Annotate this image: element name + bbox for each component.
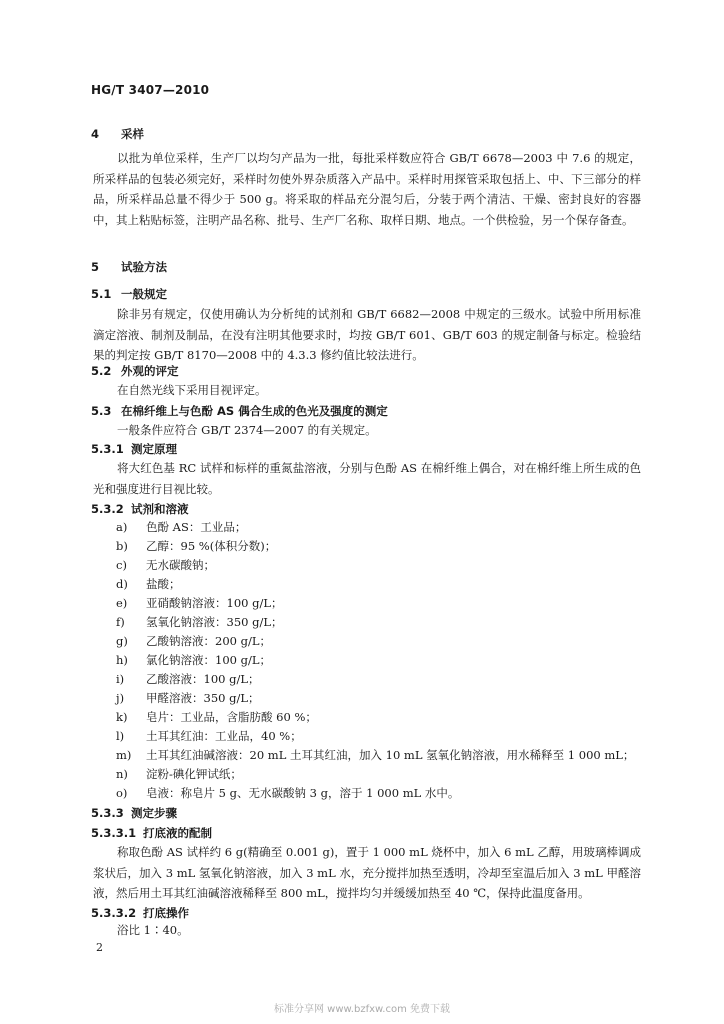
- reagent-item: [116, 709, 317, 725]
- section-number: 5: [91, 260, 100, 274]
- section-title: 测定原理: [131, 442, 177, 456]
- section-title: 测定步骤: [131, 806, 177, 820]
- section-5-2-heading: [91, 363, 179, 379]
- item-label: h): [116, 653, 128, 667]
- item-text: 土耳其红油：工业品，40 %；: [146, 729, 302, 743]
- section-4-paragraph: 以批为单位采样，生产厂以均匀产品为一批，每批采样数应符合 GB/T 6678—2003 中 7.6 的规定，所采样品的包装必须完好，采样时勿使外界杂质落入产品中。采样时用探管采取包括上、中、下三部分的样品，所采样品总量不得少于 500 g。将采取的样品充分混匀后，分装于两个清洁、干燥、密封良好的容器中，其上粘贴标签，注明产品名称、批号、生产厂名称、取样日期、地点。一个供检验，另一个保存备查。: [93, 151, 641, 227]
- reagent-item: [116, 538, 276, 554]
- section-title: 采样: [121, 127, 144, 141]
- item-label: k): [116, 710, 128, 724]
- section-number: 5.1: [91, 287, 112, 301]
- item-text: 乙醇：95 %(体积分数)；: [146, 539, 277, 553]
- section-number: 5.3.3.1: [91, 826, 137, 840]
- section-5-2-text: 在自然光线下采用目视评定。: [117, 383, 267, 397]
- item-label: d): [116, 577, 128, 591]
- section-5-3-text: 一般条件应符合 GB/T 2374—2007 的有关规定。: [117, 423, 377, 437]
- reagent-item: [116, 690, 259, 706]
- section-title: 试验方法: [121, 260, 167, 274]
- item-label: b): [116, 539, 128, 553]
- item-text: 乙酸钠溶液：200 g/L；: [146, 634, 271, 648]
- item-text: 皂液：称皂片 5 g、无水碳酸钠 3 g，溶于 1 000 mL 水中。: [146, 786, 460, 800]
- section-5-3-3-2-heading: [91, 905, 189, 921]
- section-title: 打底操作: [143, 906, 189, 920]
- reagent-item: [116, 785, 459, 801]
- item-label: c): [116, 558, 127, 572]
- section-5-1-paragraph: 除非另有规定，仅使用确认为分析纯的试剂和 GB/T 6682—2008 中规定的三级水。试验中所用标准滴定溶液、制剂及制品，在没有注明其他要求时，均按 GB/T 601、GB/T 603 的规定制备与标定。检验结果的判定按 GB/T 8170—2008 中的 4.3.3 修约值比较法进行。: [93, 307, 641, 362]
- section-number: 5.3: [91, 404, 112, 418]
- section-4-heading: [91, 126, 144, 142]
- item-label: a): [116, 520, 128, 534]
- section-5-3-heading: [91, 403, 388, 419]
- reagent-item: [116, 652, 271, 668]
- section-number: 5.3.3: [91, 806, 124, 820]
- section-5-3-1-heading: [91, 441, 177, 457]
- section-number: 5.3.3.2: [91, 906, 137, 920]
- reagent-item: [116, 728, 302, 744]
- item-text: 皂片：工业品，含脂肪酸 60 %；: [146, 710, 317, 724]
- section-5-3-3-1-heading: [91, 825, 212, 841]
- section-5-3-3-heading: [91, 805, 177, 821]
- section-5-heading: [91, 259, 167, 275]
- item-label: e): [116, 596, 128, 610]
- section-title: 试剂和溶液: [131, 502, 189, 516]
- item-label: o): [116, 786, 128, 800]
- section-title: 打底液的配制: [143, 826, 212, 840]
- standard-number: HG/T 3407—2010: [91, 83, 210, 97]
- section-5-3-1-paragraph: 将大红色基 RC 试样和标样的重氮盐溶液，分别与色酚 AS 在棉纤维上偶合，对在棉纤维上所生成的色光和强度进行目视比较。: [93, 461, 641, 496]
- item-label: l): [116, 729, 125, 743]
- reagent-item: [116, 614, 282, 630]
- section-title: 一般规定: [121, 287, 167, 301]
- item-label: i): [116, 672, 125, 686]
- section-number: 5.3.1: [91, 442, 124, 456]
- section-number: 5.3.2: [91, 502, 124, 516]
- item-text: 氯化钠溶液：100 g/L；: [146, 653, 271, 667]
- item-label: g): [116, 634, 128, 648]
- reagent-item: [116, 519, 246, 535]
- item-text: 无水碳酸钠；: [146, 558, 215, 572]
- section-5-3-3-2-text: 浴比 1∶40。: [117, 923, 189, 937]
- item-label: m): [116, 748, 132, 762]
- section-5-3-3-1-paragraph: 称取色酚 AS 试样约 6 g(精确至 0.001 g)，置于 1 000 mL 烧杯中，加入 6 mL 乙醇，用玻璃棒调成浆状后，加入 3 mL 氢氧化钠溶液，加入 3 mL 水，充分搅拌加热至透明，冷却至室温后加入 3 mL 甲醛溶液，然后用土耳其红油碱溶液稀释至 800 mL，搅拌均匀并缓缓加热至 40 ℃，保持此温度备用。: [93, 845, 641, 900]
- reagent-item: [116, 576, 181, 592]
- page-number: 2: [96, 941, 103, 954]
- item-text: 亚硝酸钠溶液：100 g/L；: [146, 596, 283, 610]
- item-text: 盐酸；: [146, 577, 181, 591]
- item-label: j): [116, 691, 125, 705]
- reagent-item: [116, 633, 271, 649]
- reagent-item: [116, 671, 259, 687]
- item-text: 乙酸溶液：100 g/L；: [146, 672, 260, 686]
- reagent-item: [116, 747, 634, 763]
- section-title: 在棉纤维上与色酚 AS 偶合生成的色光及强度的测定: [121, 404, 388, 418]
- reagent-item: [116, 766, 242, 782]
- item-text: 淀粉-碘化钾试纸；: [146, 767, 242, 781]
- section-5-3-2-heading: [91, 501, 189, 517]
- watermark: 标准分享网 www.bzfxw.com 免费下载: [274, 1004, 450, 1015]
- reagent-item: [116, 595, 282, 611]
- item-label: n): [116, 767, 128, 781]
- item-text: 氢氧化钠溶液：350 g/L；: [146, 615, 283, 629]
- section-number: 5.2: [91, 364, 112, 378]
- item-label: f): [116, 615, 125, 629]
- section-number: 4: [91, 127, 100, 141]
- item-text: 甲醛溶液：350 g/L；: [146, 691, 260, 705]
- item-text: 色酚 AS：工业品；: [146, 520, 247, 534]
- section-5-1-heading: [91, 286, 167, 302]
- section-title: 外观的评定: [121, 364, 179, 378]
- reagent-item: [116, 557, 215, 573]
- item-text: 土耳其红油碱溶液：20 mL 土耳其红油，加入 10 mL 氢氧化钠溶液，用水稀释至 1 000 mL；: [146, 748, 635, 762]
